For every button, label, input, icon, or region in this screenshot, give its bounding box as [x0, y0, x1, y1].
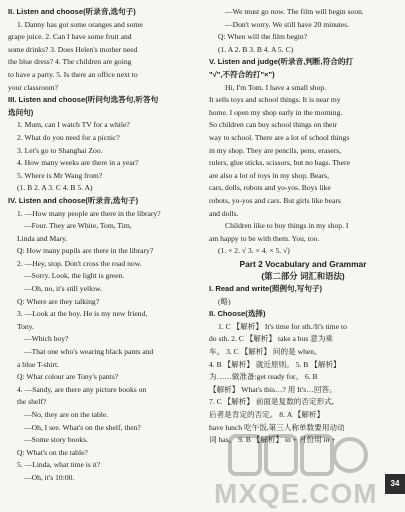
- right-line: Part 2 Vocabulary and Grammar: [239, 258, 367, 269]
- left-line: 5. Where is Mr Wang from?: [17, 170, 103, 180]
- right-line: am happy to be with them. You, too.: [209, 233, 320, 243]
- left-line: the blue dress? 4. The children are going: [8, 57, 132, 67]
- right-line: So children can buy school things on their: [209, 120, 338, 130]
- right-line: V. Listen and judge(听录音,判断,符合的打: [209, 57, 354, 67]
- left-line: II. Listen and choose(听录音,选句子): [8, 7, 136, 16]
- left-line: 2. What do you need for a picnic?: [17, 132, 120, 142]
- left-line: some drinks? 3. Does Helen's mother need: [8, 44, 138, 54]
- watermark-text: MXQE.COM: [214, 478, 378, 509]
- right-line: and dolls.: [209, 208, 239, 218]
- left-line: Q: What colour are Tony's pants?: [17, 372, 119, 382]
- left-line: 1. —How many people are there in the library?: [17, 208, 161, 218]
- right-line: Hi, I'm Tom. I have a small shop.: [225, 82, 327, 92]
- right-line: (第二部分 词汇和语法): [261, 271, 345, 282]
- right-line: 7. C 【解析】 前面是复数的否定形式,: [209, 397, 334, 407]
- left-line: (1. B 2. A 3. C 4. B 5. A): [17, 183, 93, 193]
- left-line: 1. Danny has got some oranges and some: [17, 19, 143, 29]
- right-line: are also a lot of toys in my shop. Bears,: [209, 170, 330, 180]
- left-line: Tony.: [17, 321, 34, 331]
- right-line: (略): [218, 296, 231, 306]
- left-line: 5. —Linda, what time is it?: [17, 460, 101, 470]
- left-line: —That one who's wearing black pants and: [24, 347, 154, 357]
- left-line: —Which boy?: [24, 334, 69, 344]
- left-line: —Oh, it's 10:00.: [24, 472, 75, 482]
- left-line: 1. Mum, can I watch TV for a while?: [17, 120, 130, 130]
- left-line: —Four. They are White, Tom, Tim,: [24, 221, 132, 231]
- left-line: a blue T-shirt.: [17, 359, 59, 369]
- right-line: 4. B 【解析】 就近原则。 5. B 【解析】: [209, 359, 341, 369]
- left-line: 4. —Sandy, are there any picture books on: [17, 384, 147, 394]
- left-line: —No, they are on the table.: [24, 410, 109, 419]
- right-line: 词 has。 9. B 【解析】 in + 月份用 in +: [209, 435, 336, 445]
- right-line: 【解析】 What's this…? 用 It's…回答。: [209, 384, 337, 394]
- page-number: 34: [385, 474, 405, 494]
- right-line: "√",不符合的打"×"): [209, 69, 275, 79]
- left-line: —Sorry. Look, the light is green.: [24, 271, 125, 281]
- left-line: 3. Let's go to Shanghai Zoo.: [17, 145, 103, 155]
- left-line: —Oh, I see. What's on the shelf, then?: [24, 422, 141, 432]
- left-line: III. Listen and choose(听问句选答句,听答句: [8, 95, 159, 105]
- left-line: the shelf?: [17, 397, 47, 407]
- left-line: Linda and Mary.: [17, 233, 68, 243]
- right-line: 1. C 【解析】 It's time for sth./It's time to: [218, 321, 347, 331]
- right-line: way to school. There are a lot of school things: [209, 132, 350, 142]
- right-line: —We must go now. The film will begin soon.: [225, 7, 364, 16]
- left-column: [8, 6, 194, 485]
- right-line: Children like to buy things in my shop. I: [225, 221, 349, 231]
- left-line: 选问句): [8, 107, 34, 117]
- right-line: have lunch 吃午饭,第三人称单数要用动动: [209, 422, 345, 432]
- left-line: 2. —Hey, stop. Don't cross the road now.: [17, 258, 142, 268]
- left-line: 4. How many weeks are there in a year?: [17, 158, 139, 168]
- right-line: home. I open my shop early in the morning.: [209, 107, 343, 117]
- right-line: robots, yo-yos and cars. But girls like bears: [209, 195, 341, 205]
- right-line: cars, dolls, robots and yo-yos. Boys like: [209, 183, 331, 193]
- right-line: 为……做准备:get ready for。 6. B: [209, 372, 318, 382]
- left-line: Q: What's on the table?: [17, 447, 88, 457]
- left-line: Q: Where are they talking?: [17, 296, 100, 306]
- right-column: [209, 6, 397, 447]
- left-line: IV. Listen and choose(听录音,选句子): [8, 195, 139, 205]
- right-line: 后者是肯定的否定。 8. A 【解析】: [209, 410, 325, 419]
- left-line: 3. —Look at the boy. He is my new friend,: [17, 309, 148, 319]
- right-line: (1. A 2. B 3. B 4. A 5. C): [218, 44, 294, 54]
- right-line: 车。 3. C 【解析】 问的是 when。: [209, 347, 322, 357]
- left-line: —Some story books.: [24, 435, 88, 445]
- left-line: your classroom?: [8, 82, 58, 92]
- right-line: II. Choose(选择): [209, 309, 266, 319]
- right-line: It sells toys and school things. It is near my: [209, 95, 341, 105]
- right-line: Q: When will the film begin?: [218, 32, 308, 42]
- right-line: (1. × 2. √ 3. × 4. × 5. √): [218, 246, 290, 256]
- right-line: —Don't worry. We still have 20 minutes.: [225, 19, 350, 29]
- watermark-logo: [228, 432, 368, 478]
- left-line: to have a party. 5. Is there an office next to: [8, 69, 138, 79]
- left-line: Q: How many pupils are there in the library?: [17, 246, 154, 256]
- right-line: I. Read and write(照例句,写句子): [209, 284, 323, 294]
- right-line: do sth. 2. C 【解析】 take a bus 意为乘: [209, 334, 334, 344]
- right-line: in my shop. They are pencils, pens, erasers,: [209, 145, 342, 155]
- left-line: grape juice. 2. Can I have some fruit and: [8, 32, 132, 42]
- left-line: —Oh, no, it's still yellow.: [24, 284, 102, 294]
- right-line: rulers, glue sticks, scissors, but no bags. There: [209, 158, 350, 168]
